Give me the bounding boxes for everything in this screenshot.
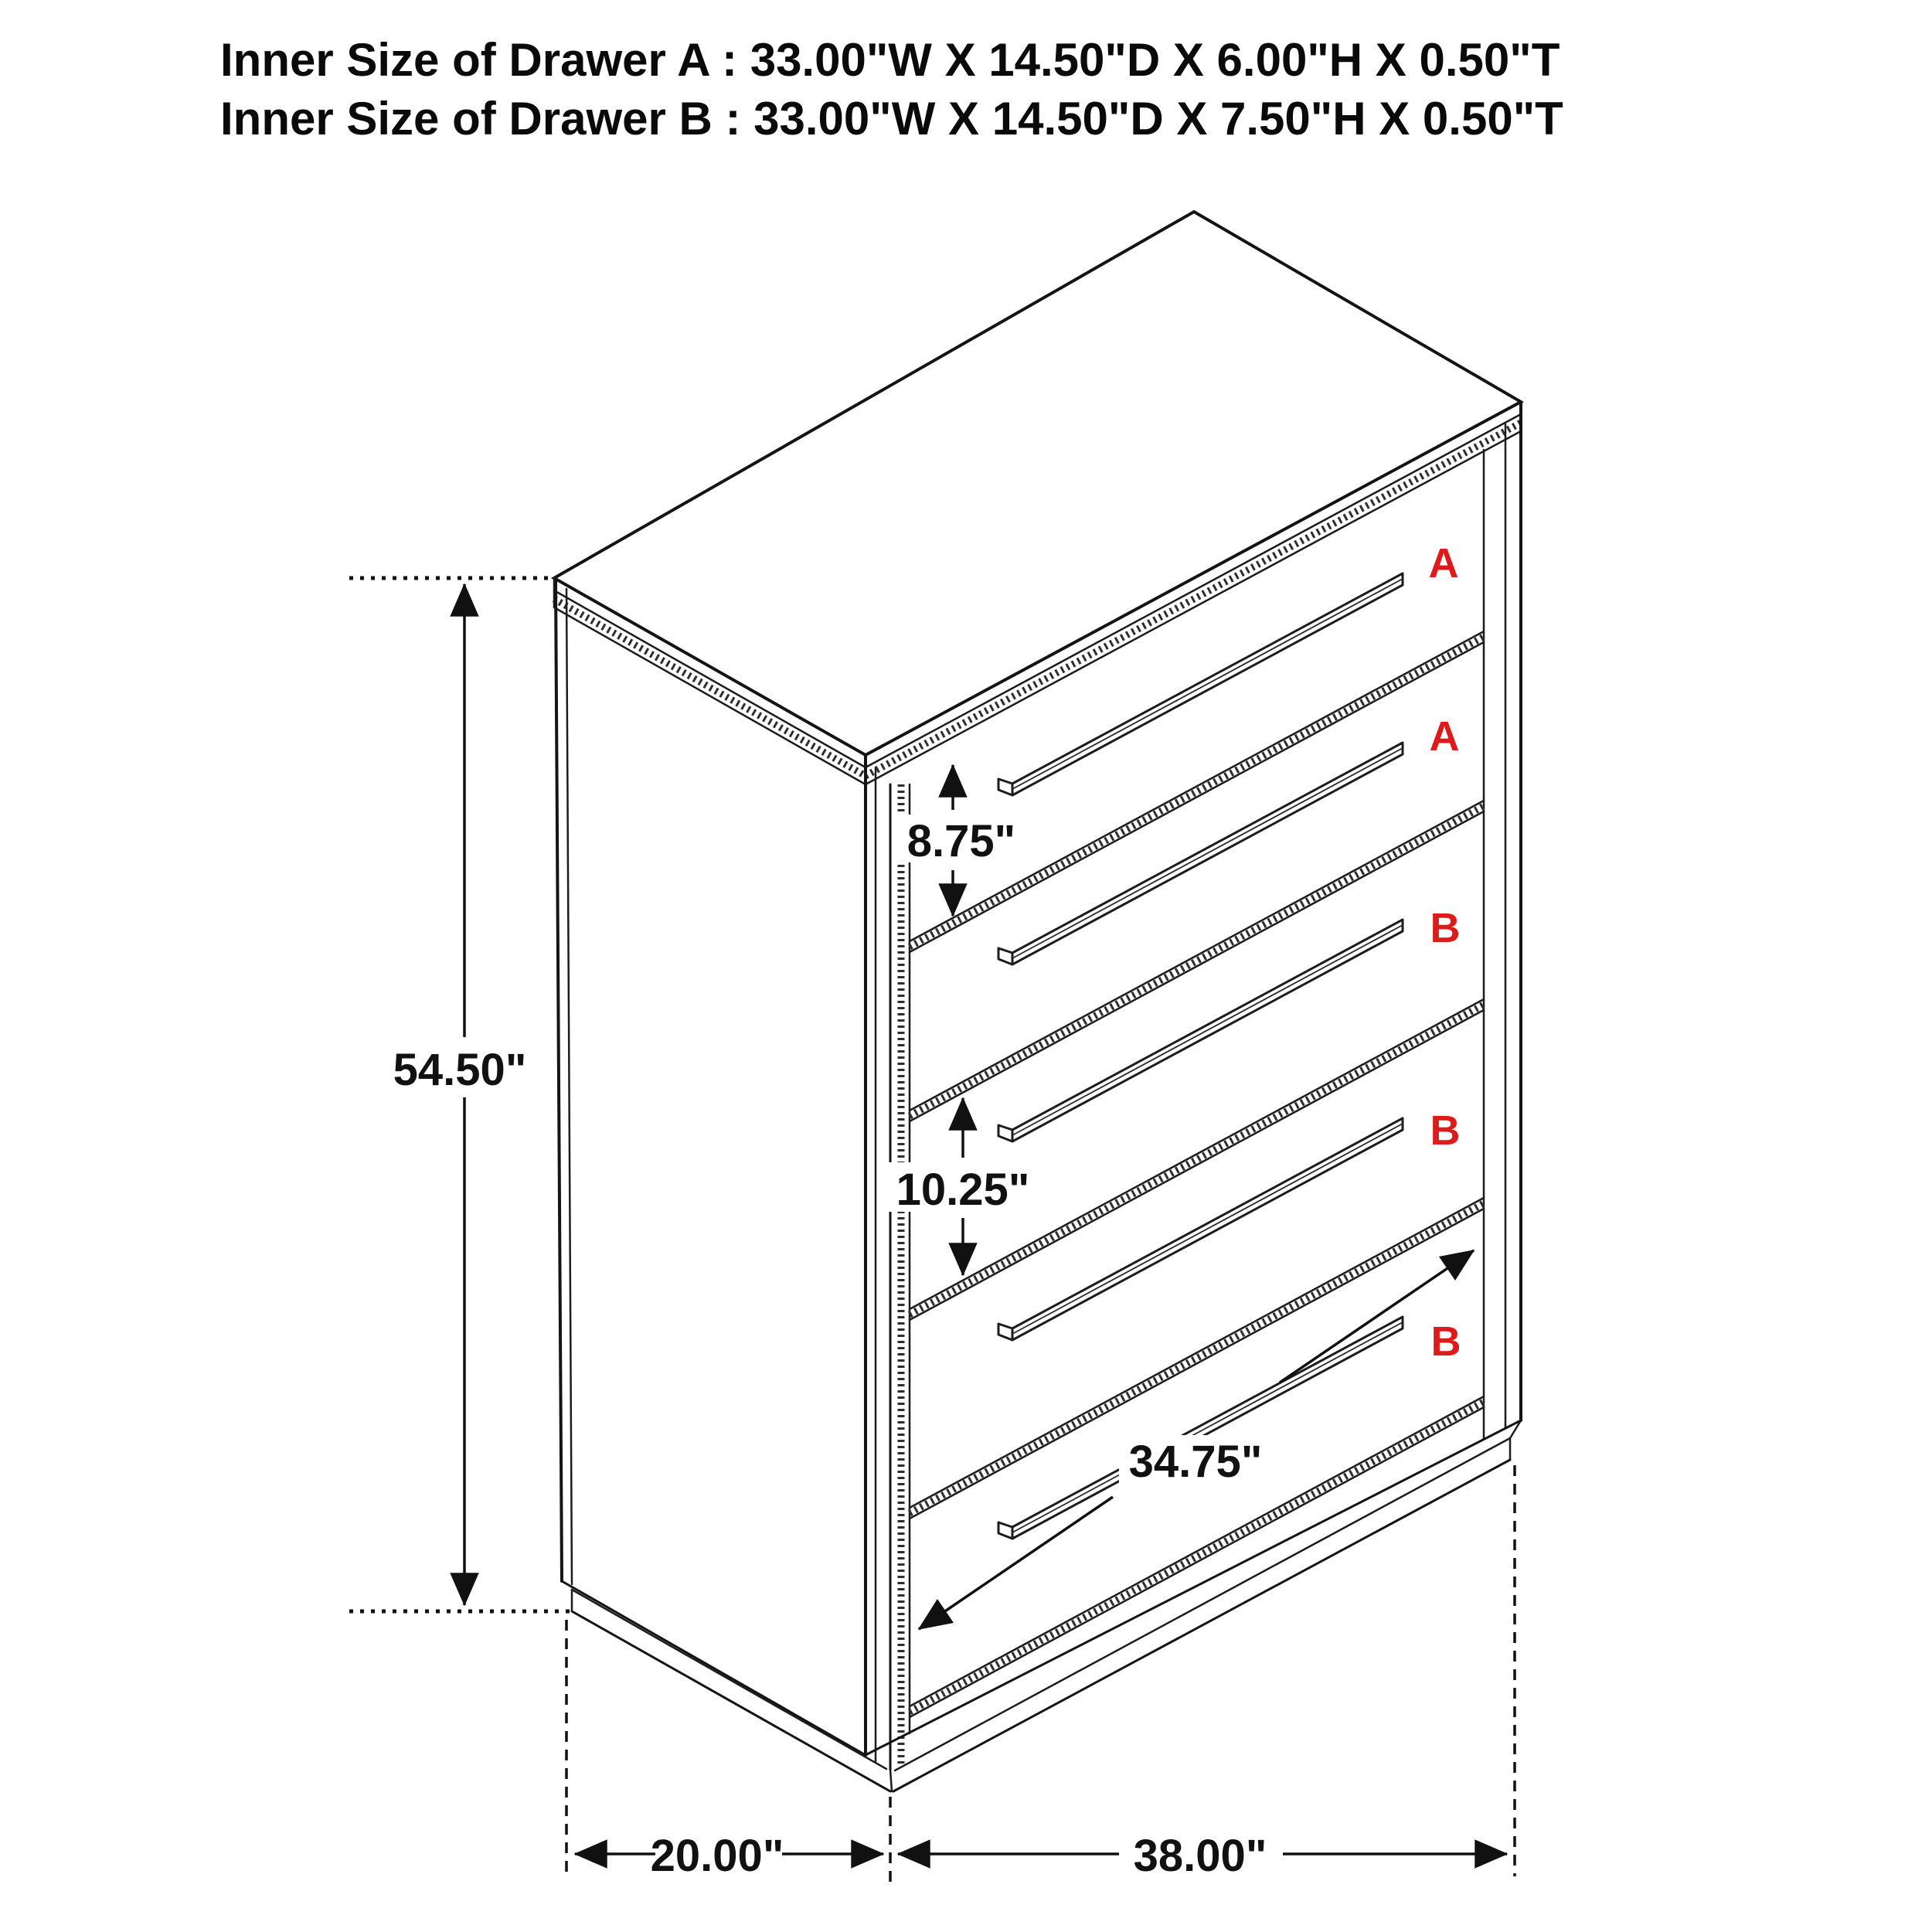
height-dimension-label: 54.50" bbox=[393, 1045, 527, 1095]
width-dimension-label: 38.00" bbox=[1133, 1831, 1267, 1881]
drawer4-label: B bbox=[1430, 1107, 1461, 1154]
title-line-drawer-b: Inner Size of Drawer B : 33.00"W X 14.50"D X 7.50"H X 0.50"T bbox=[220, 93, 1563, 145]
drawer-front-width-label: 34.75" bbox=[1128, 1437, 1263, 1487]
depth-dimension-label: 20.00" bbox=[650, 1831, 784, 1881]
drawer5-label: B bbox=[1430, 1318, 1461, 1365]
drawer2-label: A bbox=[1429, 713, 1460, 760]
title-line-drawer-a: Inner Size of Drawer A : 33.00"W X 14.50"D X 6.00"H X 0.50"T bbox=[220, 34, 1560, 86]
drawer-b-height-label: 10.25" bbox=[896, 1165, 1030, 1215]
drawer1-label: A bbox=[1428, 540, 1459, 587]
drawer-a-height-label: 8.75" bbox=[906, 816, 1016, 866]
side-face bbox=[554, 578, 866, 1755]
drawer3-label: B bbox=[1430, 905, 1461, 951]
